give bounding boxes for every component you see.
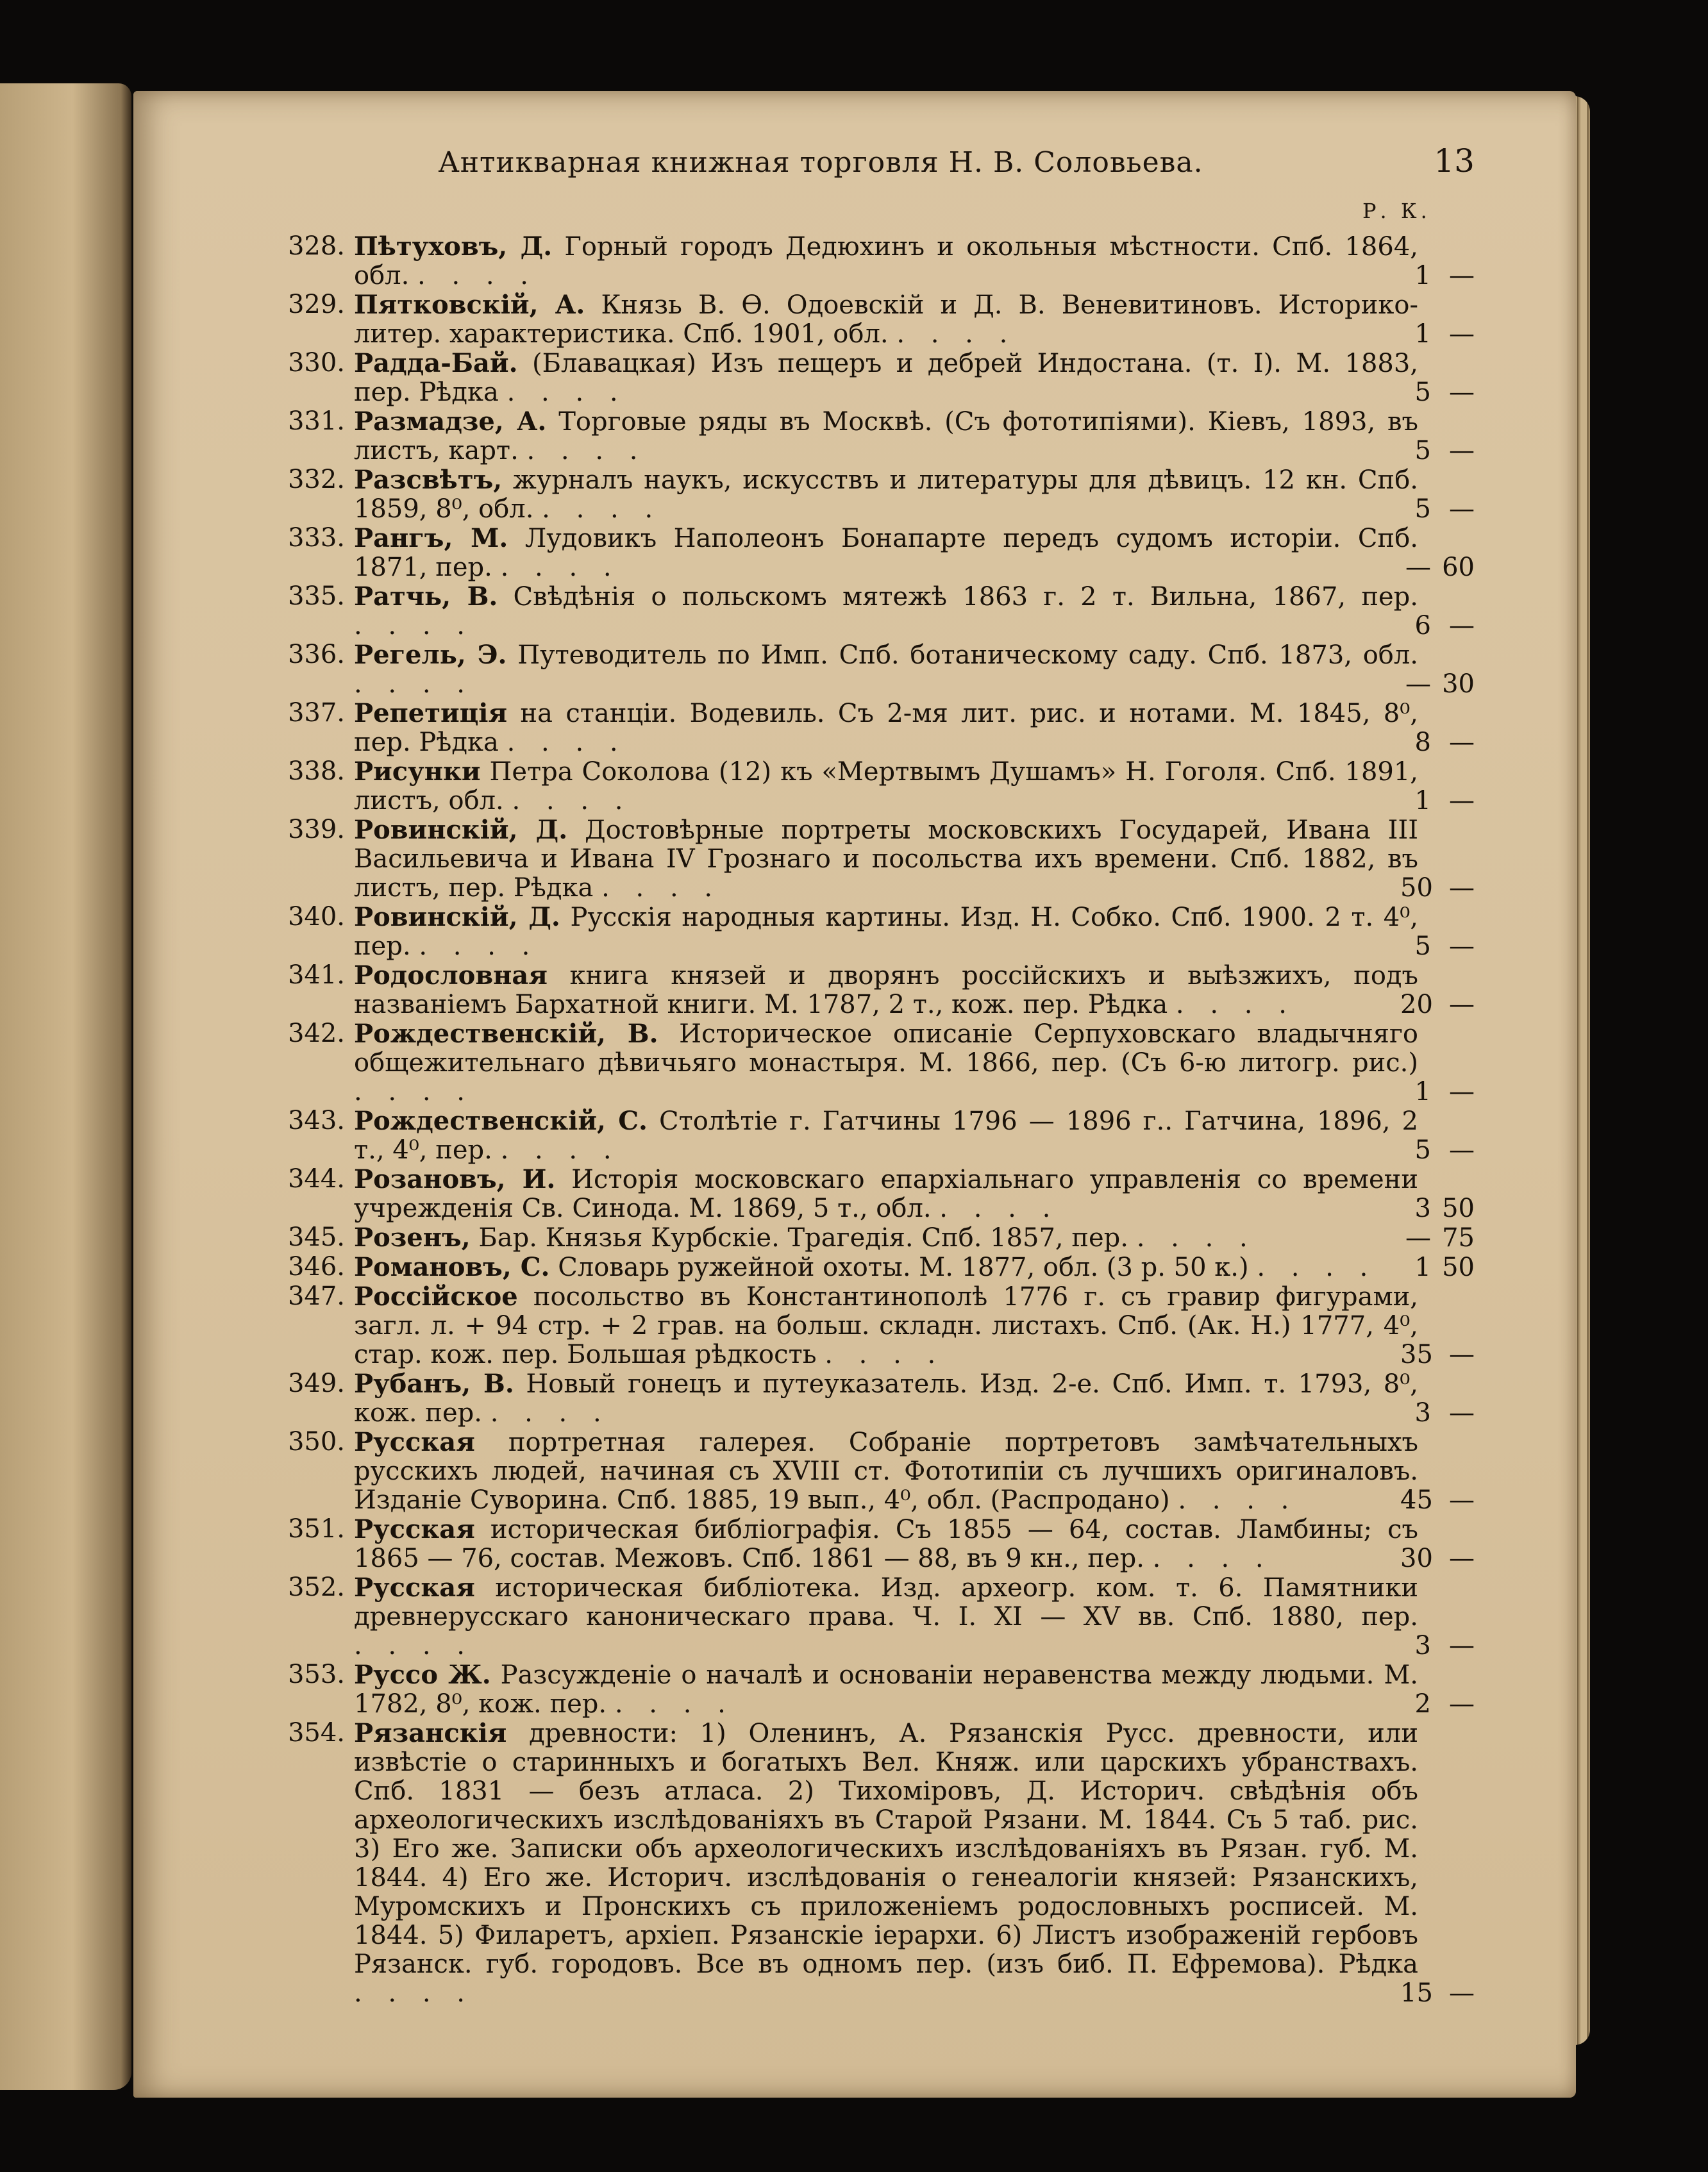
entry-number: 336. <box>287 640 345 669</box>
entry-author: Романовъ, С. <box>354 1252 550 1282</box>
entry-number: 345. <box>287 1223 345 1252</box>
price-rubles: 5 <box>1414 931 1431 961</box>
entry-price <box>1400 1978 1475 2008</box>
entry-number: 353. <box>287 1660 345 1689</box>
entry-body: Исторія московскаго епархіальнаго управленія со времени учрежденія Св. Синода. М. 1869, 5 т., обл. <box>354 1165 1418 1223</box>
price-rubles: 1 <box>1414 1253 1431 1282</box>
entry-price <box>1414 931 1475 961</box>
entry-price <box>1414 786 1475 815</box>
entry-number: 340. <box>287 902 345 931</box>
catalogue-entry <box>282 1515 1475 1573</box>
entry-number: 331. <box>287 406 345 436</box>
leader-dots: . . . . <box>417 261 538 290</box>
price-kopecks: — <box>1449 319 1475 349</box>
price-rubles: 2 <box>1414 1689 1431 1719</box>
entry-author: Размадзе, А. <box>354 406 547 437</box>
entry-number: 337. <box>287 698 345 728</box>
catalogue-entry <box>282 1253 1475 1282</box>
entry-price <box>1414 728 1475 757</box>
entry-price <box>1400 1544 1475 1573</box>
price-kopecks: — <box>1449 728 1475 757</box>
leader-dots: . . . . <box>896 319 1017 349</box>
entry-author: Русская <box>354 1573 475 1603</box>
entry-description <box>354 1019 1418 1107</box>
entry-description <box>354 232 1418 290</box>
entry-body: Петра Соколова (12) къ «Мертвымъ Душамъ» Н. Гоголя. Спб. 1891, листъ, обл. <box>354 757 1418 815</box>
entry-description <box>354 1253 1418 1282</box>
leader-dots: . . . . <box>507 728 627 757</box>
entry-description <box>354 1165 1418 1223</box>
price-rubles: 5 <box>1414 436 1431 465</box>
leader-dots: . . . . <box>354 669 474 699</box>
entry-number: 333. <box>287 523 345 553</box>
entry-description <box>354 961 1418 1019</box>
entry-author: Пятковскій, А. <box>354 290 585 320</box>
entry-number: 350. <box>287 1427 345 1457</box>
entry-body: Путеводитель по Имп. Спб. ботаническому саду. Спб. 1873, обл. <box>517 640 1418 670</box>
entry-price <box>1414 1194 1475 1223</box>
catalogue-entry <box>282 1428 1475 1515</box>
page-number: 13 <box>1434 142 1475 180</box>
catalogue-entry <box>282 232 1475 290</box>
entry-body: (Блавацкая) Изъ пещеръ и дебрей Индостана. (т. I). М. 1883, пер. Рѣдка <box>354 349 1419 407</box>
catalogue-entry <box>282 465 1475 524</box>
price-rubles: 20 <box>1400 990 1433 1019</box>
entry-author: Розенъ, <box>354 1223 471 1253</box>
entry-author: Рождественскій, С. <box>354 1106 648 1136</box>
price-rubles: 5 <box>1414 1135 1431 1165</box>
entry-description <box>354 1428 1418 1515</box>
price-rubles: 5 <box>1414 378 1431 407</box>
catalogue-entry <box>282 903 1475 961</box>
entry-number: 328. <box>287 231 345 261</box>
price-kopecks: — <box>1449 1544 1475 1573</box>
price-rubles: 1 <box>1414 1077 1431 1107</box>
price-column-header: Р. К. <box>1362 199 1431 223</box>
catalogue-entry <box>282 640 1475 699</box>
entry-number: 347. <box>287 1282 345 1311</box>
catalogue-entry <box>282 290 1475 349</box>
entry-body: историческая библіографія. Съ 1855 — 64, состав. Ламбины; съ 1865 — 76, состав. Межовъ. Спб. 1861 — 88, въ 9 кн., пер. <box>354 1515 1418 1573</box>
price-kopecks: — <box>1449 1631 1475 1660</box>
entry-description <box>354 1223 1418 1253</box>
leader-dots: . . . . <box>500 553 621 582</box>
entry-price <box>1414 1689 1475 1719</box>
entry-description <box>354 757 1418 815</box>
entry-body: историческая библіотека. Изд. археогр. ком. т. 6. Памятники древнерусскаго каноническаго права. Ч. I. XI — XV вв. Спб. 1880, пер. <box>354 1573 1418 1632</box>
leader-dots: . . . . <box>542 494 662 524</box>
leader-dots: . . . . <box>490 1398 610 1428</box>
entry-author: Ровинскій, Д. <box>354 815 568 845</box>
catalogue-entry <box>282 1165 1475 1223</box>
price-rubles: 5 <box>1414 494 1431 524</box>
entry-description <box>354 349 1418 407</box>
entry-description <box>354 1719 1418 2008</box>
leader-dots: . . . . <box>1178 1485 1298 1515</box>
leader-dots: . . . . <box>614 1689 735 1719</box>
entry-number: 351. <box>287 1514 345 1544</box>
price-kopecks: — <box>1449 931 1475 961</box>
entry-body: на станціи. Водевиль. Съ 2-мя лит. рис. и нотами. М. 1845, 8⁰, пер. Рѣдка <box>354 699 1419 757</box>
catalogue-entry <box>282 699 1475 757</box>
leader-dots: . . . . <box>354 611 474 640</box>
entry-description <box>354 1107 1418 1165</box>
price-rubles: 3 <box>1414 1631 1431 1660</box>
entry-number: 346. <box>287 1252 345 1282</box>
leader-dots: . . . . <box>1136 1223 1257 1253</box>
entry-body: Горный городъ Дедюхинъ и окольныя мѣстности. Спб. 1864, обл. <box>354 232 1418 290</box>
entry-price <box>1414 494 1475 524</box>
price-kopecks: 50 <box>1442 1194 1475 1223</box>
price-rubles: 8 <box>1414 728 1431 757</box>
running-title: Антикварная книжная торговля Н. В. Соловьева. <box>438 146 1203 179</box>
entry-price <box>1400 873 1475 903</box>
entry-price <box>1414 1631 1475 1660</box>
price-kopecks: — <box>1449 1135 1475 1165</box>
entry-description <box>354 1660 1418 1719</box>
entry-author: Русская <box>354 1514 475 1544</box>
entry-author: Пѣтуховъ, Д. <box>354 231 553 262</box>
entry-number: 341. <box>287 960 345 990</box>
leader-dots: . . . . <box>939 1194 1060 1223</box>
entry-body: Достовѣрные портреты московскихъ Государей, Ивана III Васильевича и Ивана IV Грознаго и посольства ихъ времени. Спб. 1882, въ листъ, пер. Рѣдка <box>354 815 1419 903</box>
leader-dots: . . . . <box>512 786 632 815</box>
price-kopecks: — <box>1449 494 1475 524</box>
entry-author: Рубанъ, В. <box>354 1369 514 1399</box>
price-kopecks: — <box>1449 1077 1475 1107</box>
price-kopecks: — <box>1449 1398 1475 1428</box>
leader-dots: . . . . <box>825 1340 945 1369</box>
entry-body: журналъ наукъ, искусствъ и литературы для дѣвицъ. 12 кн. Спб. 1859, 8⁰, обл. <box>354 465 1418 524</box>
entry-description <box>354 407 1418 465</box>
catalogue-entry <box>282 961 1475 1019</box>
entry-author: Регель, Э. <box>354 640 507 670</box>
entry-body: Князь В. Ѳ. Одоевскій и Д. В. Веневитиновъ. Историко-литер. характеристика. Спб. 1901, обл. <box>354 290 1419 349</box>
entry-description <box>354 699 1418 757</box>
entry-author: Ровинскій, Д. <box>354 902 560 932</box>
entry-price <box>1400 990 1475 1019</box>
entry-body: древности: 1) Оленинъ, А. Рязанскія Русс. древности, или извѣстіе о старинныхъ и богатыхъ Вел. Княж. или царскихъ убранствахъ. Спб. 1831 — безъ атласа. 2) Тихоміровъ, Д. Историч. свѣдѣнія объ археологическихъ изслѣдованіяхъ въ Старой Рязани. М. 1844. Съ 5 таб. рис. 3) Его же. Записки объ археологическихъ изслѣдованіяхъ въ Рязан. губ. М. 1844. 4) Его же. Историч. изслѣдованія о генеалогіи князей: Рязанскихъ, Муромскихъ и Пронскихъ съ приложеніемъ родословныхъ росписей. М. 1844. 5) Филаретъ, архіеп. Рязанскіе іерархи. 6) Листъ изображеній гербовъ Рязанск. губ. городовъ. Все въ одномъ пер. (изъ биб. П. Ефремова). Рѣдка <box>354 1719 1418 1979</box>
leader-dots: . . . . <box>526 436 647 465</box>
price-kopecks: 30 <box>1442 669 1475 699</box>
price-kopecks: 50 <box>1442 1253 1475 1282</box>
entry-number: 349. <box>287 1369 345 1398</box>
entry-number: 338. <box>287 756 345 786</box>
entry-author: Розановъ, И. <box>354 1164 556 1194</box>
price-kopecks: — <box>1449 990 1475 1019</box>
entry-body: Лудовикъ Наполеонъ Бонапарте передъ судомъ исторіи. Спб. 1871, пер. <box>354 524 1418 582</box>
catalogue-entry <box>282 1369 1475 1428</box>
entry-author: Рождественскій, В. <box>354 1019 658 1049</box>
entry-author: Руссо Ж. <box>354 1660 491 1690</box>
entry-number: 344. <box>287 1164 345 1194</box>
entry-description <box>354 1573 1418 1660</box>
price-kopecks: — <box>1449 378 1475 407</box>
catalogue-entry <box>282 1223 1475 1253</box>
entry-description <box>354 1282 1418 1369</box>
catalogue-entry <box>282 757 1475 815</box>
price-kopecks: — <box>1449 786 1475 815</box>
entry-price <box>1414 1253 1475 1282</box>
entry-number: 335. <box>287 581 345 611</box>
entry-author: Радда-Бай. <box>354 348 518 378</box>
price-kopecks: — <box>1449 436 1475 465</box>
price-kopecks: — <box>1449 1978 1475 2008</box>
price-kopecks: 60 <box>1442 553 1475 582</box>
price-rubles: 1 <box>1414 261 1431 290</box>
entry-author: Россійское <box>354 1282 518 1312</box>
leader-dots: . . . . <box>1152 1544 1273 1573</box>
left-page-edge <box>0 83 131 2090</box>
entry-description <box>354 1369 1418 1428</box>
entry-author: Разсвѣтъ, <box>354 465 503 495</box>
leader-dots: . . . . <box>507 378 627 407</box>
entry-body: Новый гонецъ и путеуказатель. Изд. 2-е. Спб. Имп. т. 1793, 8⁰, кож. пер. <box>354 1369 1419 1428</box>
entry-price <box>1414 378 1475 407</box>
leader-dots: . . . . <box>419 931 539 961</box>
entry-body: портретная галерея. Собраніе портретовъ замѣчательныхъ русскихъ людей, начиная съ XVIII ст. Фототипіи съ лучшихъ оригиналовъ. Изданіе Суворина. Спб. 1885, 19 вып., 4⁰, обл. (Распродано) <box>354 1428 1418 1515</box>
catalogue-entry <box>282 815 1475 903</box>
entry-description <box>354 815 1418 903</box>
entry-description <box>354 290 1418 349</box>
entry-description <box>354 1515 1418 1573</box>
entry-body: Свѣдѣнія о польскомъ мятежѣ 1863 г. 2 т. Вильна, 1867, пер. <box>513 582 1418 612</box>
leader-dots: . . . . <box>601 873 722 903</box>
entry-description <box>354 640 1418 699</box>
catalogue-entry <box>282 1282 1475 1369</box>
price-rubles: 6 <box>1414 611 1431 640</box>
entry-number: 329. <box>287 290 345 319</box>
entry-number: 343. <box>287 1106 345 1135</box>
entry-price <box>1414 1135 1475 1165</box>
entry-body: Бар. Князья Курбскіе. Трагедія. Спб. 1857, пер. <box>478 1223 1128 1253</box>
price-kopecks: — <box>1449 261 1475 290</box>
catalogue-entry <box>282 524 1475 582</box>
catalogue-entry <box>282 582 1475 640</box>
price-kopecks: — <box>1449 611 1475 640</box>
entry-number: 352. <box>287 1573 345 1602</box>
price-kopecks: — <box>1449 1485 1475 1515</box>
entry-number: 339. <box>287 815 345 844</box>
leader-dots: . . . . <box>500 1135 621 1165</box>
entry-body: Русскія народныя картины. Изд. Н. Собко. Спб. 1900. 2 т. 4⁰, пер. <box>354 903 1419 961</box>
leader-dots: . . . . <box>354 1978 474 2008</box>
catalogue-entry <box>282 349 1475 407</box>
entry-price <box>1414 436 1475 465</box>
entry-price <box>1414 261 1475 290</box>
entry-author: Рязанскія <box>354 1718 507 1748</box>
catalogue-entry <box>282 1719 1475 2008</box>
entry-description <box>354 465 1418 524</box>
entry-number: 332. <box>287 465 345 494</box>
price-rubles: — <box>1405 553 1431 582</box>
entry-price <box>1400 1485 1475 1515</box>
entry-price <box>1414 319 1475 349</box>
entry-price <box>1414 1398 1475 1428</box>
entry-author: Русская <box>354 1427 475 1457</box>
entry-description <box>354 903 1418 961</box>
entry-price <box>1414 611 1475 640</box>
catalogue-entry <box>282 1660 1475 1719</box>
entry-price <box>1405 553 1475 582</box>
entry-number: 342. <box>287 1019 345 1048</box>
price-kopecks: — <box>1449 1689 1475 1719</box>
price-rubles: 3 <box>1414 1194 1431 1223</box>
entry-author: Рангъ, М. <box>354 523 508 553</box>
price-rubles: 35 <box>1400 1340 1433 1369</box>
entry-body: Столѣтіе г. Гатчины 1796 — 1896 г.. Гатчина, 1896, 2 т., 4⁰, пер. <box>354 1107 1418 1165</box>
entry-body: книга князей и дворянъ россійскихъ и выѣзжихъ, подъ названіемъ Бархатной книги. М. 1787, 2 т., кож. пер. Рѣдка <box>354 961 1419 1019</box>
price-rubles: 15 <box>1400 1978 1433 2008</box>
entry-body: Разсужденіе о началѣ и основаніи неравенства между людьми. М. 1782, 8⁰, кож. пер. <box>354 1660 1419 1719</box>
entry-price <box>1400 1340 1475 1369</box>
entry-description <box>354 524 1418 582</box>
leader-dots: . . . . <box>354 1077 474 1107</box>
catalogue-entry <box>282 1107 1475 1165</box>
entry-number: 354. <box>287 1718 345 1748</box>
price-kopecks: — <box>1449 873 1475 903</box>
price-rubles: 3 <box>1414 1398 1431 1428</box>
entry-author: Репетиція <box>354 698 508 728</box>
entry-price <box>1405 1223 1475 1253</box>
price-rubles: 1 <box>1414 319 1431 349</box>
leader-dots: . . . . <box>1175 990 1296 1019</box>
entry-price <box>1405 669 1475 699</box>
price-rubles: — <box>1405 669 1431 699</box>
entry-body: Торговые ряды въ Москвѣ. (Съ фототипіями). Кіевъ, 1893, въ листъ, карт. <box>354 407 1419 465</box>
entry-author: Ратчь, В. <box>354 581 498 612</box>
leader-dots: . . . . <box>1257 1253 1377 1282</box>
catalogue-entries <box>282 232 1475 2008</box>
entry-body: Историческое описаніе Серпуховскаго владычняго общежительнаго дѣвичьяго монастыря. М. 1866, пер. (Съ 6-ю литогр. рис.) <box>354 1019 1419 1078</box>
entry-author: Рисунки <box>354 756 481 787</box>
entry-body: посольство въ Константинополѣ 1776 г. съ гравир фигурами, загл. л. + 94 стр. + 2 грав. на больш. складн. листахъ. Спб. (Ак. Н.) 1777, 4⁰, стар. кож. пер. Большая рѣдкость <box>354 1282 1418 1369</box>
entry-author: Родословная <box>354 960 548 990</box>
price-rubles: 45 <box>1400 1485 1433 1515</box>
price-rubles: 30 <box>1400 1544 1433 1573</box>
entry-description <box>354 582 1418 640</box>
price-kopecks: — <box>1449 1340 1475 1369</box>
catalogue-entry <box>282 1019 1475 1107</box>
leader-dots: . . . . <box>354 1631 474 1660</box>
entry-number: 330. <box>287 348 345 378</box>
price-kopecks: 75 <box>1442 1223 1475 1253</box>
catalogue-entry <box>282 1573 1475 1660</box>
price-rubles: 50 <box>1400 873 1433 903</box>
price-rubles: 1 <box>1414 786 1431 815</box>
entry-body: Словарь ружейной охоты. М. 1877, обл. (3 р. 50 к.) <box>558 1253 1249 1282</box>
entry-price <box>1414 1077 1475 1107</box>
price-rubles: — <box>1405 1223 1431 1253</box>
catalogue-entry <box>282 407 1475 465</box>
